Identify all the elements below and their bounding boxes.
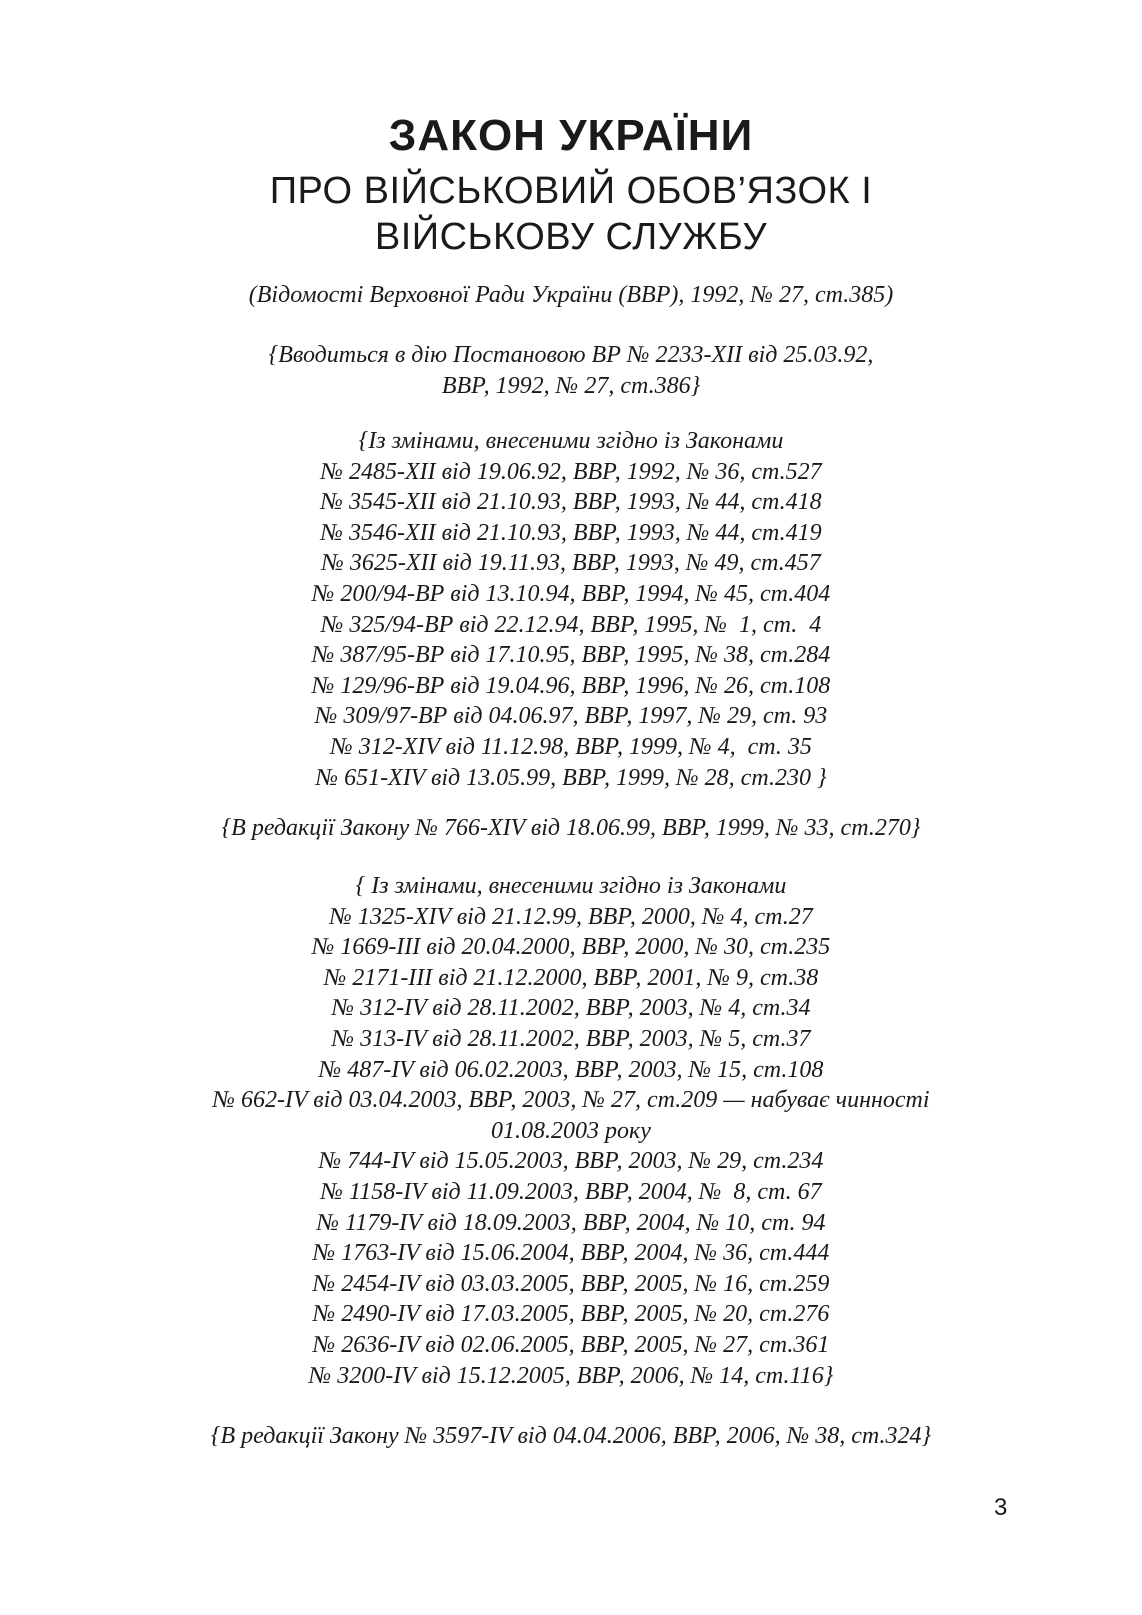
amendment-line: № 1669-III від 20.04.2000, ВВР, 2000, № 30, ст.235 [311,934,831,961]
amendment-line: № 1763-IV від 15.06.2004, ВВР, 2004, № 36, ст.444 [312,1240,830,1267]
law-title: ЗАКОН УКРАЇНИ [388,111,754,160]
redaction-line: {В редакції Закону № 3597-IV від 04.04.2006, ВВР, 2006, № 38, ст.324} [210,1423,932,1449]
amendment-line: № 325/94-ВР від 22.12.94, ВВР, 1995, № 1, ст. 4 [320,611,822,638]
amendment-line: № 2171-III від 21.12.2000, ВВР, 2001, № 9, ст.38 [323,964,819,991]
amendment-line: № 487-IV від 06.02.2003, ВВР, 2003, № 15, ст.108 [318,1056,824,1083]
amendment-line: № 3200-IV від 15.12.2005, ВВР, 2006, № 14, ст.116} [308,1362,834,1389]
redaction-note-2 [0,1421,1142,1452]
amendment-line: № 3545-XII від 21.10.93, ВВР, 1993, № 44, ст.418 [320,489,822,516]
amendment-line: { Із змінами, внесеними згідно із Законами [355,873,787,899]
amendment-line: № 744-IV від 15.05.2003, ВВР, 2003, № 29, ст.234 [318,1148,824,1175]
amendment-line: № 2485-XII від 19.06.92, ВВР, 1992, № 36, ст.527 [320,458,822,485]
amendment-line: № 2490-IV від 17.03.2005, ВВР, 2005, № 20, ст.276 [312,1301,830,1328]
redaction-line: {В редакції Закону № 766-XIV від 18.06.99, ВВР, 1999, № 33, ст.270} [221,815,921,841]
redaction-note-1 [0,813,1142,844]
amendment-line: № 312-XIV від 11.12.98, ВВР, 1999, № 4, ст. 35 [330,733,812,760]
law-subtitle [0,168,1142,260]
enactment-note [0,340,1142,401]
amendment-line: № 651-XIV від 13.05.99, ВВР, 1999, № 28, ст.230 } [315,764,827,791]
amendment-line: {Із змінами, внесеними згідно із Законами [358,428,784,454]
amendment-line: № 387/95-ВР від 17.10.95, ВВР, 1995, № 38, ст.284 [311,642,831,669]
amendment-line: № 1179-IV від 18.09.2003, ВВР, 2004, № 10, ст. 94 [316,1209,826,1236]
amendment-line: № 662-IV від 03.04.2003, ВВР, 2003, № 27, ст.209 — набуває чинності [212,1087,930,1114]
page-number: 3 [994,1494,1008,1521]
amendment-line: № 2454-IV від 03.03.2005, ВВР, 2005, № 16, ст.259 [312,1270,830,1297]
subtitle-line: ПРО ВІЙСЬКОВИЙ ОБОВ’ЯЗОК І [269,170,873,212]
enactment-line: {Вводиться в дію Постановою ВР № 2233-XII від 25.03.92, [268,342,874,368]
source-reference [0,280,1142,311]
amendment-line: № 312-IV від 28.11.2002, ВВР, 2003, № 4, ст.34 [331,995,811,1022]
amendment-line: № 200/94-ВР від 13.10.94, ВВР, 1994, № 45, ст.404 [311,580,831,607]
amendment-line: 01.08.2003 року [491,1117,651,1144]
amendment-line: № 3625-XII від 19.11.93, ВВР, 1993, № 49, ст.457 [321,550,821,577]
amendment-line: № 1158-IV від 11.09.2003, ВВР, 2004, № 8, ст. 67 [320,1178,822,1205]
subtitle-line: ВІЙСЬКОВУ СЛУЖБУ [374,216,768,258]
source-line: (Відомості Верховної Ради України (ВВР), 1992, № 27, ст.385) [248,282,894,308]
amendment-line: № 3546-XII від 21.10.93, ВВР, 1993, № 44, ст.419 [320,519,822,546]
amendment-line: № 309/97-ВР від 04.06.97, ВВР, 1997, № 29, ст. 93 [314,703,828,730]
amendment-line: № 129/96-ВР від 19.04.96, ВВР, 1996, № 26, ст.108 [311,672,831,699]
amendment-line: № 1325-XIV від 21.12.99, ВВР, 2000, № 4, ст.27 [329,903,813,930]
amendment-line: № 2636-IV від 02.06.2005, ВВР, 2005, № 27, ст.361 [312,1331,830,1358]
amendments-list-2 [0,871,1142,1391]
amendments-list-1 [0,426,1142,793]
enactment-line: ВВР, 1992, № 27, ст.386} [441,372,701,399]
amendment-line: № 313-IV від 28.11.2002, ВВР, 2003, № 5, ст.37 [331,1025,811,1052]
